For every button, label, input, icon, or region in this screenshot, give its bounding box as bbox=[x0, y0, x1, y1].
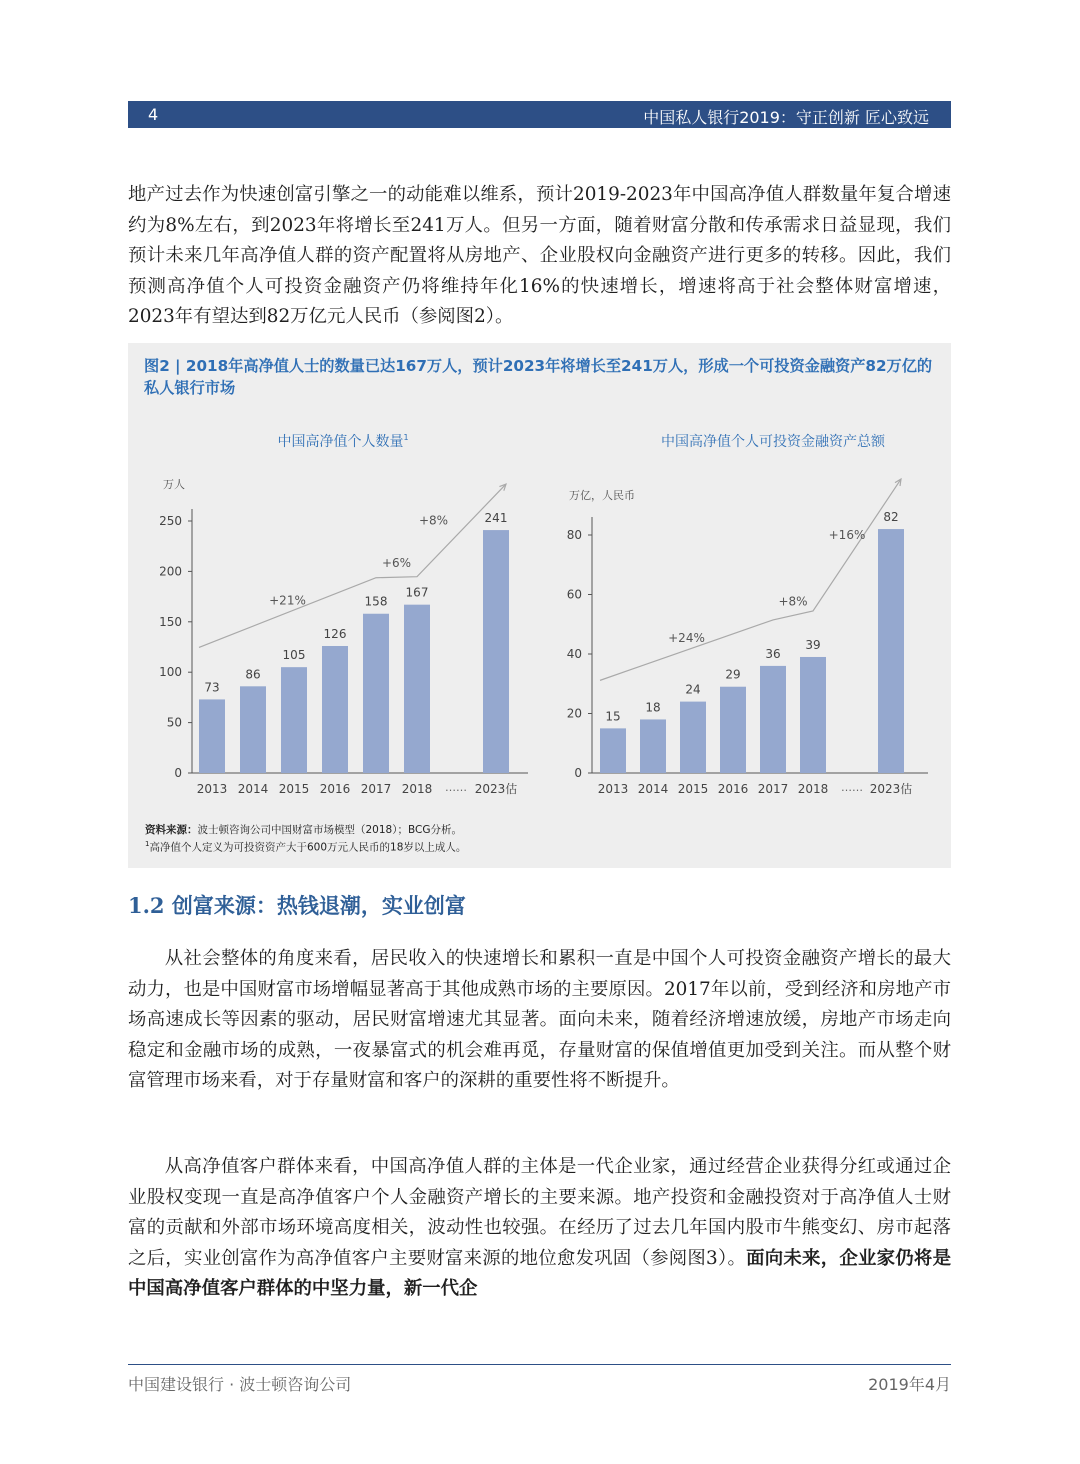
growth-trend-line bbox=[600, 479, 901, 680]
header-bar bbox=[128, 101, 951, 128]
bar-value-label: 241 bbox=[484, 511, 508, 526]
bar-value-label: 39 bbox=[805, 637, 821, 652]
x-tick-label: 2015 bbox=[677, 782, 709, 796]
y-tick-label: 0 bbox=[574, 766, 582, 780]
y-axis-unit-label: 万亿，人民币 bbox=[569, 489, 635, 502]
growth-rate-label: +6% bbox=[381, 556, 412, 571]
report-title: 中国私人银行2019：守正创新 匠心致远 bbox=[643, 108, 929, 127]
page-number: 4 bbox=[148, 105, 159, 124]
bar-value-label: 158 bbox=[364, 594, 388, 609]
axis-gap-dots: …… bbox=[841, 781, 863, 794]
paragraph-hnwi-text: 从高净值客户群体来看，中国高净值人群的主体是一代企业家，通过经营企业获得分红或通过企业股权变现一直是高净值客户个人金融资产增长的主要来源。地产投资和金融投资对于高净值人士财富的贡献和外部市场环境高度相关，波动性也较强。在经历了过去几年国内股市牛熊变幻、房市起落之后，实业创富作为高净值客户主要财富来源的地位愈发巩固（参阅图3）。 bbox=[128, 1156, 951, 1269]
bar bbox=[483, 530, 509, 773]
bar-value-label: 36 bbox=[765, 646, 781, 661]
x-tick-label: 2016 bbox=[319, 782, 351, 796]
y-tick-label: 40 bbox=[566, 647, 582, 661]
bar bbox=[760, 666, 786, 773]
y-tick-label: 100 bbox=[159, 665, 182, 680]
x-tick-label: 2023估 bbox=[474, 782, 518, 796]
bar-value-label: 15 bbox=[605, 709, 621, 724]
bar bbox=[363, 614, 389, 773]
bar bbox=[240, 686, 266, 773]
y-tick-label: 200 bbox=[159, 564, 182, 579]
paragraph-hnwi-clients bbox=[128, 1152, 951, 1305]
bar bbox=[680, 702, 706, 773]
footer-date: 2019年4月 bbox=[868, 1375, 951, 1394]
y-axis-unit-label: 万人 bbox=[163, 478, 185, 491]
figure-2 bbox=[128, 343, 951, 868]
x-tick-label: 2016 bbox=[717, 782, 749, 796]
y-tick-label: 0 bbox=[174, 766, 182, 780]
chart-hnwi-assets bbox=[543, 421, 943, 816]
x-tick-label: 2013 bbox=[597, 782, 629, 796]
figure-title: 图2 | 2018年高净值人士的数量已达167万人，预计2023年将增长至241万人，形成一个可投资金融资产82万亿的私人银行市场 bbox=[144, 357, 933, 397]
bar-value-label: 24 bbox=[685, 682, 701, 697]
growth-rate-label: +8% bbox=[778, 594, 808, 609]
bar bbox=[322, 646, 348, 773]
source-text: 波士顿咨询公司中国财富市场模型（2018）；BCG分析。 bbox=[197, 824, 462, 836]
bar-value-label: 167 bbox=[405, 585, 429, 600]
x-tick-label: 2017 bbox=[360, 782, 392, 796]
section-heading: 1.2 创富来源：热钱退潮，实业创富 bbox=[128, 893, 466, 918]
chart-title: 中国高净值个人可投资金融资产总额 bbox=[661, 434, 885, 450]
figure-source bbox=[145, 823, 935, 855]
y-tick-label: 60 bbox=[566, 587, 582, 602]
footer-publisher: 中国建设银行 · 波士顿咨询公司 bbox=[128, 1375, 352, 1394]
source-label: 资料来源： bbox=[145, 824, 198, 836]
paragraph-hnwi-bold: 面向未来，企业家仍将是中国高净值客户群体的中坚力量，新一代企 bbox=[128, 1247, 951, 1300]
footer-divider bbox=[128, 1364, 951, 1365]
bar bbox=[600, 728, 626, 773]
chart-hnwi-count bbox=[143, 421, 543, 816]
x-tick-label: 2017 bbox=[757, 782, 789, 796]
x-tick-label: 2015 bbox=[278, 782, 310, 796]
growth-rate-label: +16% bbox=[828, 528, 866, 543]
x-tick-label: 2014 bbox=[637, 782, 669, 796]
growth-trend-line bbox=[199, 484, 506, 647]
bar bbox=[199, 699, 225, 773]
bar bbox=[640, 719, 666, 773]
y-tick-label: 50 bbox=[166, 715, 182, 730]
bar bbox=[720, 687, 746, 773]
bar bbox=[800, 657, 826, 773]
x-tick-label: 2014 bbox=[237, 782, 269, 796]
axis-gap-dots: …… bbox=[445, 781, 467, 794]
footnote-text: 高净值个人定义为可投资资产大于600万元人民币的18岁以上成人。 bbox=[149, 841, 467, 854]
bar-value-label: 105 bbox=[282, 648, 306, 663]
bar bbox=[878, 529, 904, 773]
bar-value-label: 86 bbox=[245, 667, 261, 682]
y-tick-label: 20 bbox=[566, 706, 582, 721]
bar-value-label: 18 bbox=[645, 700, 661, 715]
growth-rate-label: +8% bbox=[418, 513, 449, 528]
paragraph-wealth-source: 从社会整体的角度来看，居民收入的快速增长和累积一直是中国个人可投资金融资产增长的最大动力，也是中国财富市场增幅显著高于其他成熟市场的主要原因。2017年以前，受到经济和房地产市场高速成长等因素的驱动，居民财富增速尤其显著。面向未来，随着经济增速放缓，房地产市场走向稳定和金融市场的成熟，一夜暴富式的机会难再觅，存量财富的保值增值更加受到关注。而从整个财富管理市场来看，对于存量财富和客户的深耕的重要性将不断提升。 bbox=[128, 948, 951, 1092]
footnote-mark: 1 bbox=[145, 840, 150, 848]
x-tick-label: 2013 bbox=[196, 782, 228, 796]
y-tick-label: 80 bbox=[566, 528, 582, 542]
chart-title: 中国高净值个人数量$^1$ bbox=[277, 433, 409, 450]
bar-value-label: 82 bbox=[883, 510, 899, 525]
growth-rate-label: +24% bbox=[668, 631, 705, 646]
bar-value-label: 29 bbox=[725, 667, 741, 682]
x-tick-label: 2018 bbox=[797, 782, 829, 796]
bar-value-label: 73 bbox=[204, 680, 220, 695]
bar bbox=[404, 605, 430, 773]
bar-value-label: 126 bbox=[323, 626, 347, 641]
x-tick-label: 2018 bbox=[401, 782, 433, 796]
x-tick-label: 2023估 bbox=[869, 782, 913, 796]
y-tick-label: 150 bbox=[159, 614, 182, 629]
y-tick-label: 250 bbox=[159, 514, 182, 528]
growth-rate-label: +21% bbox=[269, 593, 306, 608]
bar bbox=[281, 667, 307, 773]
intro-paragraph: 地产过去作为快速创富引擎之一的动能难以维系，预计2019-2023年中国高净值人群数量年复合增速约为8%左右，到2023年将增长至241万人。但另一方面，随着财富分散和传承需求日益显现，我们预计未来几年高净值人群的资产配置将从房地产、企业股权向金融资产进行更多的转移。因此，我们预测高净值个人可投资金融资产仍将维持年化16%的快速增长，增速将高于社会整体财富增速，2023年有望达到82万亿元人民币（参阅图2）。 bbox=[128, 184, 951, 328]
